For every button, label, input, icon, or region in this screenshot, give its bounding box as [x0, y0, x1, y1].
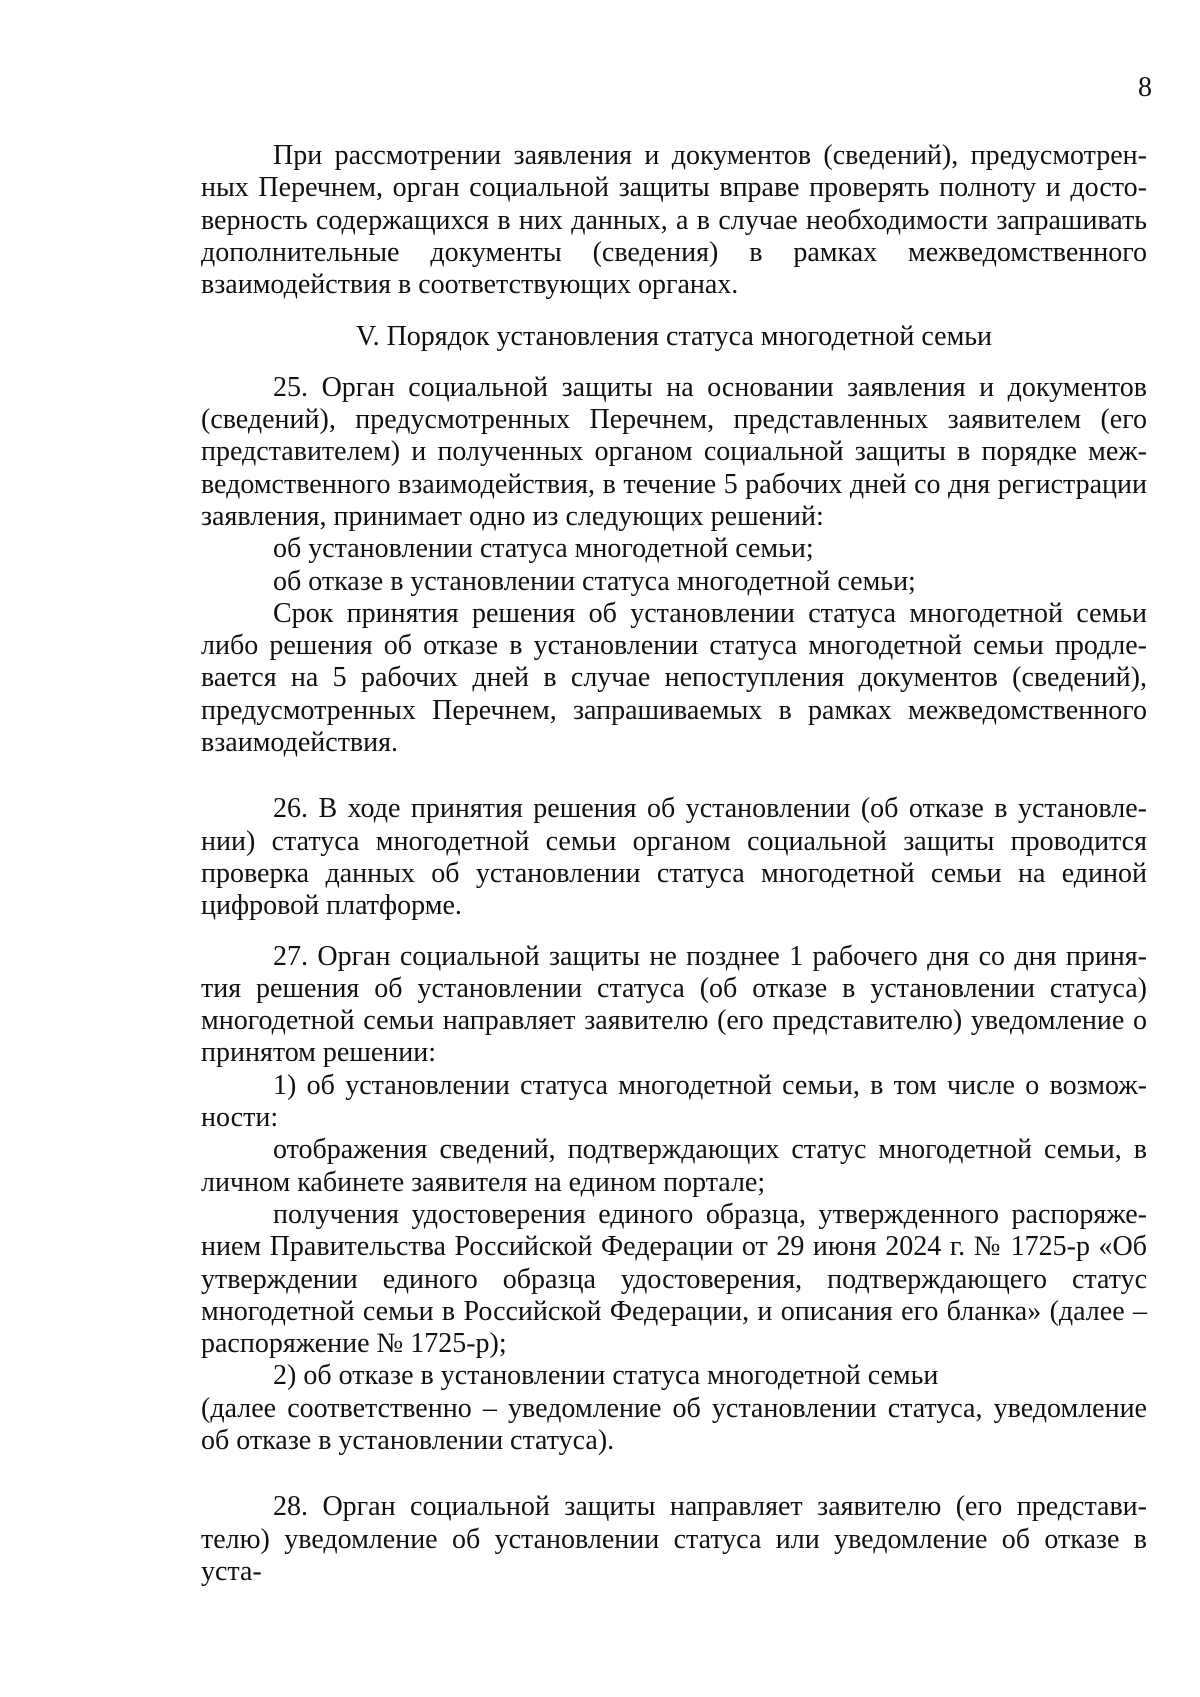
item-25-option-refuse: об отказе в установлении статуса многодетной семьи;	[273, 565, 916, 597]
item-27-paragraph: 27. Орган социальной защиты не позднее 1 рабочего дня со дня принятия решения об установлении статуса (об отказе в установлении статуса) многодетной семьи направляет заявителю (его представителю) уведомление о принятом решении:	[201, 940, 1147, 1069]
intro-paragraph: При рассмотрении заявления и документов (сведений), предусмотренных Перечнем, орган социальной защиты вправе проверять полноту и достоверность содержащихся в них данных, а в случае необходимости запрашивать дополнительные документы (сведения) в рамках межведомственного взаимодействия в соответствующих органах.	[201, 140, 1147, 301]
item-27-subitem-2: 2) об отказе в установлении статуса многодетной семьи	[273, 1360, 939, 1392]
item-28-paragraph: 28. Орган социальной защиты направляет заявителю (его представителю) уведомление об установлении статуса или уведомление об отказе в уста-	[201, 1491, 1147, 1587]
section-heading: V. Порядок установления статуса многодетной семьи	[355, 321, 993, 353]
item-25-term-paragraph: Срок принятия решения об установлении статуса многодетной семьи либо решения об отказе в установлении статуса многодетной семьи продлевается на 5 рабочих дней в случае непоступления документов (сведений), предусмотренных Перечнем, запрашиваемых в рамках межведомственного взаимодействия.	[201, 597, 1147, 759]
item-27-subitem-1: 1) об установлении статуса многодетной семьи, в том числе о возможности:	[201, 1069, 1147, 1134]
item-25-option-establish: об установлении статуса многодетной семьи;	[273, 533, 814, 565]
page-number: 8	[1138, 72, 1152, 103]
item-27-definitions-note: (далее соответственно – уведомление об установлении статуса, уведомление об отказе в установлении статуса).	[201, 1392, 1147, 1456]
document-body	[201, 140, 1147, 1588]
item-27-subitem-1-display: отображения сведений, подтверждающих статус многодетной семьи, в личном кабинете заявителя на едином портале;	[201, 1134, 1147, 1198]
item-26-paragraph: 26. В ходе принятия решения об установлении (об отказе в установлении) статуса многодетной семьи органом социальной защиты проводится проверка данных об установлении статуса многодетной семьи на единой цифровой платформе.	[201, 793, 1147, 922]
item-27-subitem-1-certificate: получения удостоверения единого образца, утвержденного распоряжением Правительства Российской Федерации от 29 июня 2024 г. № 1725-р «Об утверждении единого образца удостоверения, подтверждающего статус многодетной семьи в Российской Федерации, и описания его бланка» (далее – распоряжение № 1725-р);	[201, 1198, 1147, 1360]
item-25-paragraph: 25. Орган социальной защиты на основании заявления и документов (сведений), предусмотренных Перечнем, представленных заявителем (его представителем) и полученных органом социальной защиты в порядке межведомственного взаимодействия, в течение 5 рабочих дней со дня регистрации заявления, принимает одно из следующих решений:	[201, 371, 1147, 532]
